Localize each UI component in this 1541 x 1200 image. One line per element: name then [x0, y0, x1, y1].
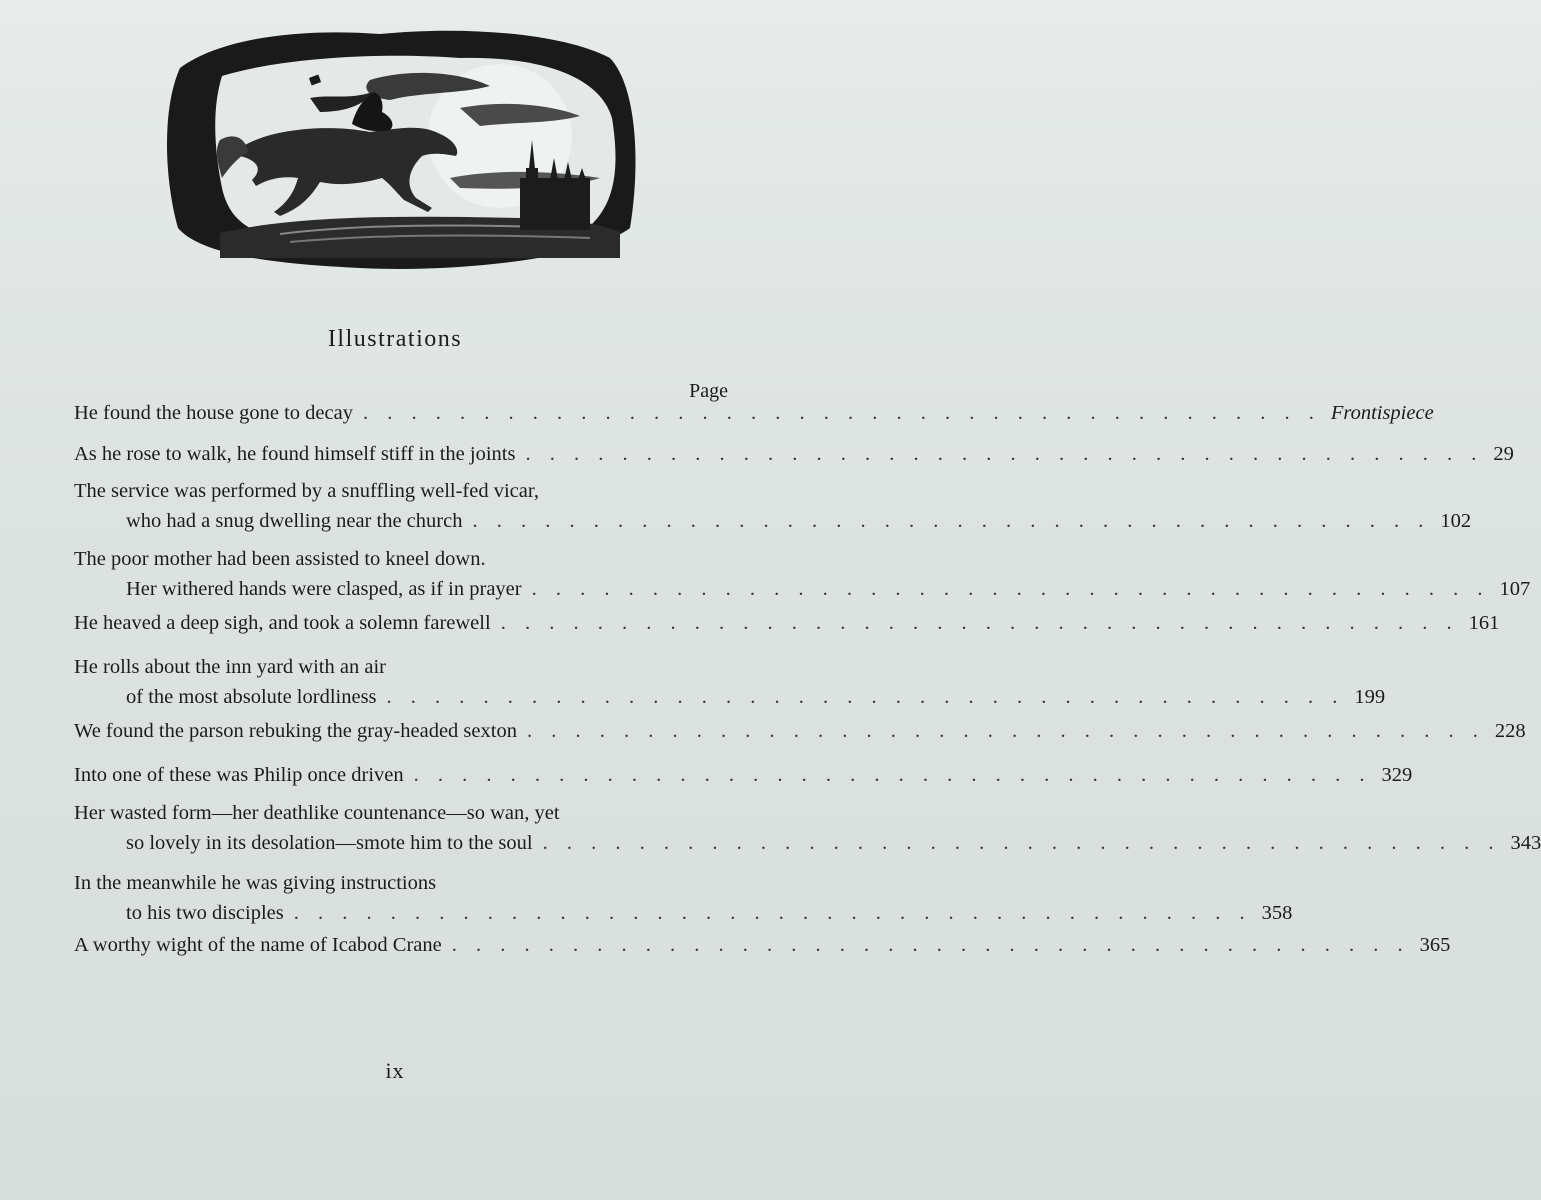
entry-caption: Into one of these was Philip once driven [74, 764, 404, 786]
illustration-entry [74, 548, 1531, 608]
entry-line [74, 764, 1413, 794]
dot-leader: . . . . . . . . . . . . . . . . . . . . . . . . . . . . . . . . . . . . . . . . [362, 402, 1321, 424]
entry-page-number: 343 [1510, 832, 1541, 854]
illustration-entry [74, 934, 1451, 964]
entry-line [74, 656, 742, 686]
entry-caption: A worthy wight of the name of Icabod Crane [74, 934, 442, 956]
illustration-entry [74, 872, 1293, 932]
page-column-label: Page [689, 380, 728, 402]
entry-line [74, 612, 1500, 642]
page-folio: ix [385, 1058, 405, 1083]
dot-leader: . . . . . . . . . . . . . . . . . . . . . . . . . . . . . . . . . . . . . . . . [542, 832, 1501, 854]
entry-caption: The service was performed by a snuffling well-fed vicar, [74, 480, 539, 502]
entry-page-number: 161 [1468, 612, 1500, 634]
illustration-entry [74, 656, 1386, 716]
entry-line [74, 934, 1451, 964]
entry-caption: Her wasted form—her deathlike countenance—so wan, yet [74, 802, 560, 824]
entry-line [74, 510, 1472, 540]
entry-caption: In the meanwhile he was giving instructions [74, 872, 437, 894]
entry-caption: We found the parson rebuking the gray-headed sexton [74, 720, 517, 742]
dot-leader: . . . . . . . . . . . . . . . . . . . . . . . . . . . . . . . . . . . . . . . . [525, 443, 1484, 465]
entry-caption: As he rose to walk, he found himself stiff in the joints [74, 443, 516, 465]
illustration-entry [74, 612, 1500, 642]
entry-page-number: 228 [1494, 720, 1526, 742]
entry-line [74, 832, 1541, 862]
entry-page-number: 29 [1493, 443, 1514, 465]
dot-leader: . . . . . . . . . . . . . . . . . . . . . . . . . . . . . . . . . . . . . . . . [413, 764, 1372, 786]
section-heading: Illustrations [327, 326, 463, 352]
entry-page-number: 358 [1261, 902, 1293, 924]
entry-caption: Her withered hands were clasped, as if in prayer [126, 578, 522, 600]
illustration-entry [74, 802, 1541, 862]
dot-leader: . . . . . . . . . . . . . . . . . . . . . . . . . . . . . . . . . . . . . . . . [472, 510, 1431, 532]
dot-leader: . . . . . . . . . . . . . . . . . . . . . . . . . . . . . . . . . . . . . . . . [526, 720, 1485, 742]
headless-horseman-illustration [160, 28, 640, 278]
entry-caption: of the most absolute lordliness [126, 686, 377, 708]
entry-page-number: 102 [1440, 510, 1472, 532]
entry-line [74, 578, 1531, 608]
illustration-entry [74, 480, 1472, 540]
illustration-entry [74, 443, 1514, 473]
illustration-entry [74, 402, 1434, 432]
entry-page-number: Frontispiece [1330, 402, 1434, 424]
entry-caption: He heaved a deep sigh, and took a solemn farewell [74, 612, 491, 634]
entry-line [74, 548, 742, 578]
entry-line [74, 480, 742, 510]
entry-caption: He rolls about the inn yard with an air [74, 656, 386, 678]
entry-caption: The poor mother had been assisted to kneel down. [74, 548, 486, 570]
dot-leader: . . . . . . . . . . . . . . . . . . . . . . . . . . . . . . . . . . . . . . . . [386, 686, 1345, 708]
entry-line [74, 443, 1514, 473]
entry-line [74, 402, 1434, 432]
entry-page-number: 107 [1499, 578, 1531, 600]
illustration-entry [74, 764, 1413, 794]
dot-leader: . . . . . . . . . . . . . . . . . . . . . . . . . . . . . . . . . . . . . . . . [451, 934, 1410, 956]
dot-leader: . . . . . . . . . . . . . . . . . . . . . . . . . . . . . . . . . . . . . . . . [293, 902, 1252, 924]
entry-page-number: 199 [1354, 686, 1386, 708]
entry-caption: so lovely in its desolation—smote him to the soul [126, 832, 533, 854]
illustration-entry [74, 720, 1526, 750]
entry-line [74, 872, 742, 902]
entry-caption: who had a snug dwelling near the church [126, 510, 463, 532]
entry-line [74, 802, 742, 832]
entry-line [74, 720, 1526, 750]
dot-leader: . . . . . . . . . . . . . . . . . . . . . . . . . . . . . . . . . . . . . . . . [531, 578, 1490, 600]
entry-caption: to his two disciples [126, 902, 284, 924]
dot-leader: . . . . . . . . . . . . . . . . . . . . . . . . . . . . . . . . . . . . . . . . [500, 612, 1459, 634]
entry-page-number: 329 [1381, 764, 1413, 786]
entry-line [74, 902, 1293, 932]
entry-caption: He found the house gone to decay [74, 402, 353, 424]
entry-line [74, 686, 1386, 716]
entry-page-number: 365 [1419, 934, 1451, 956]
